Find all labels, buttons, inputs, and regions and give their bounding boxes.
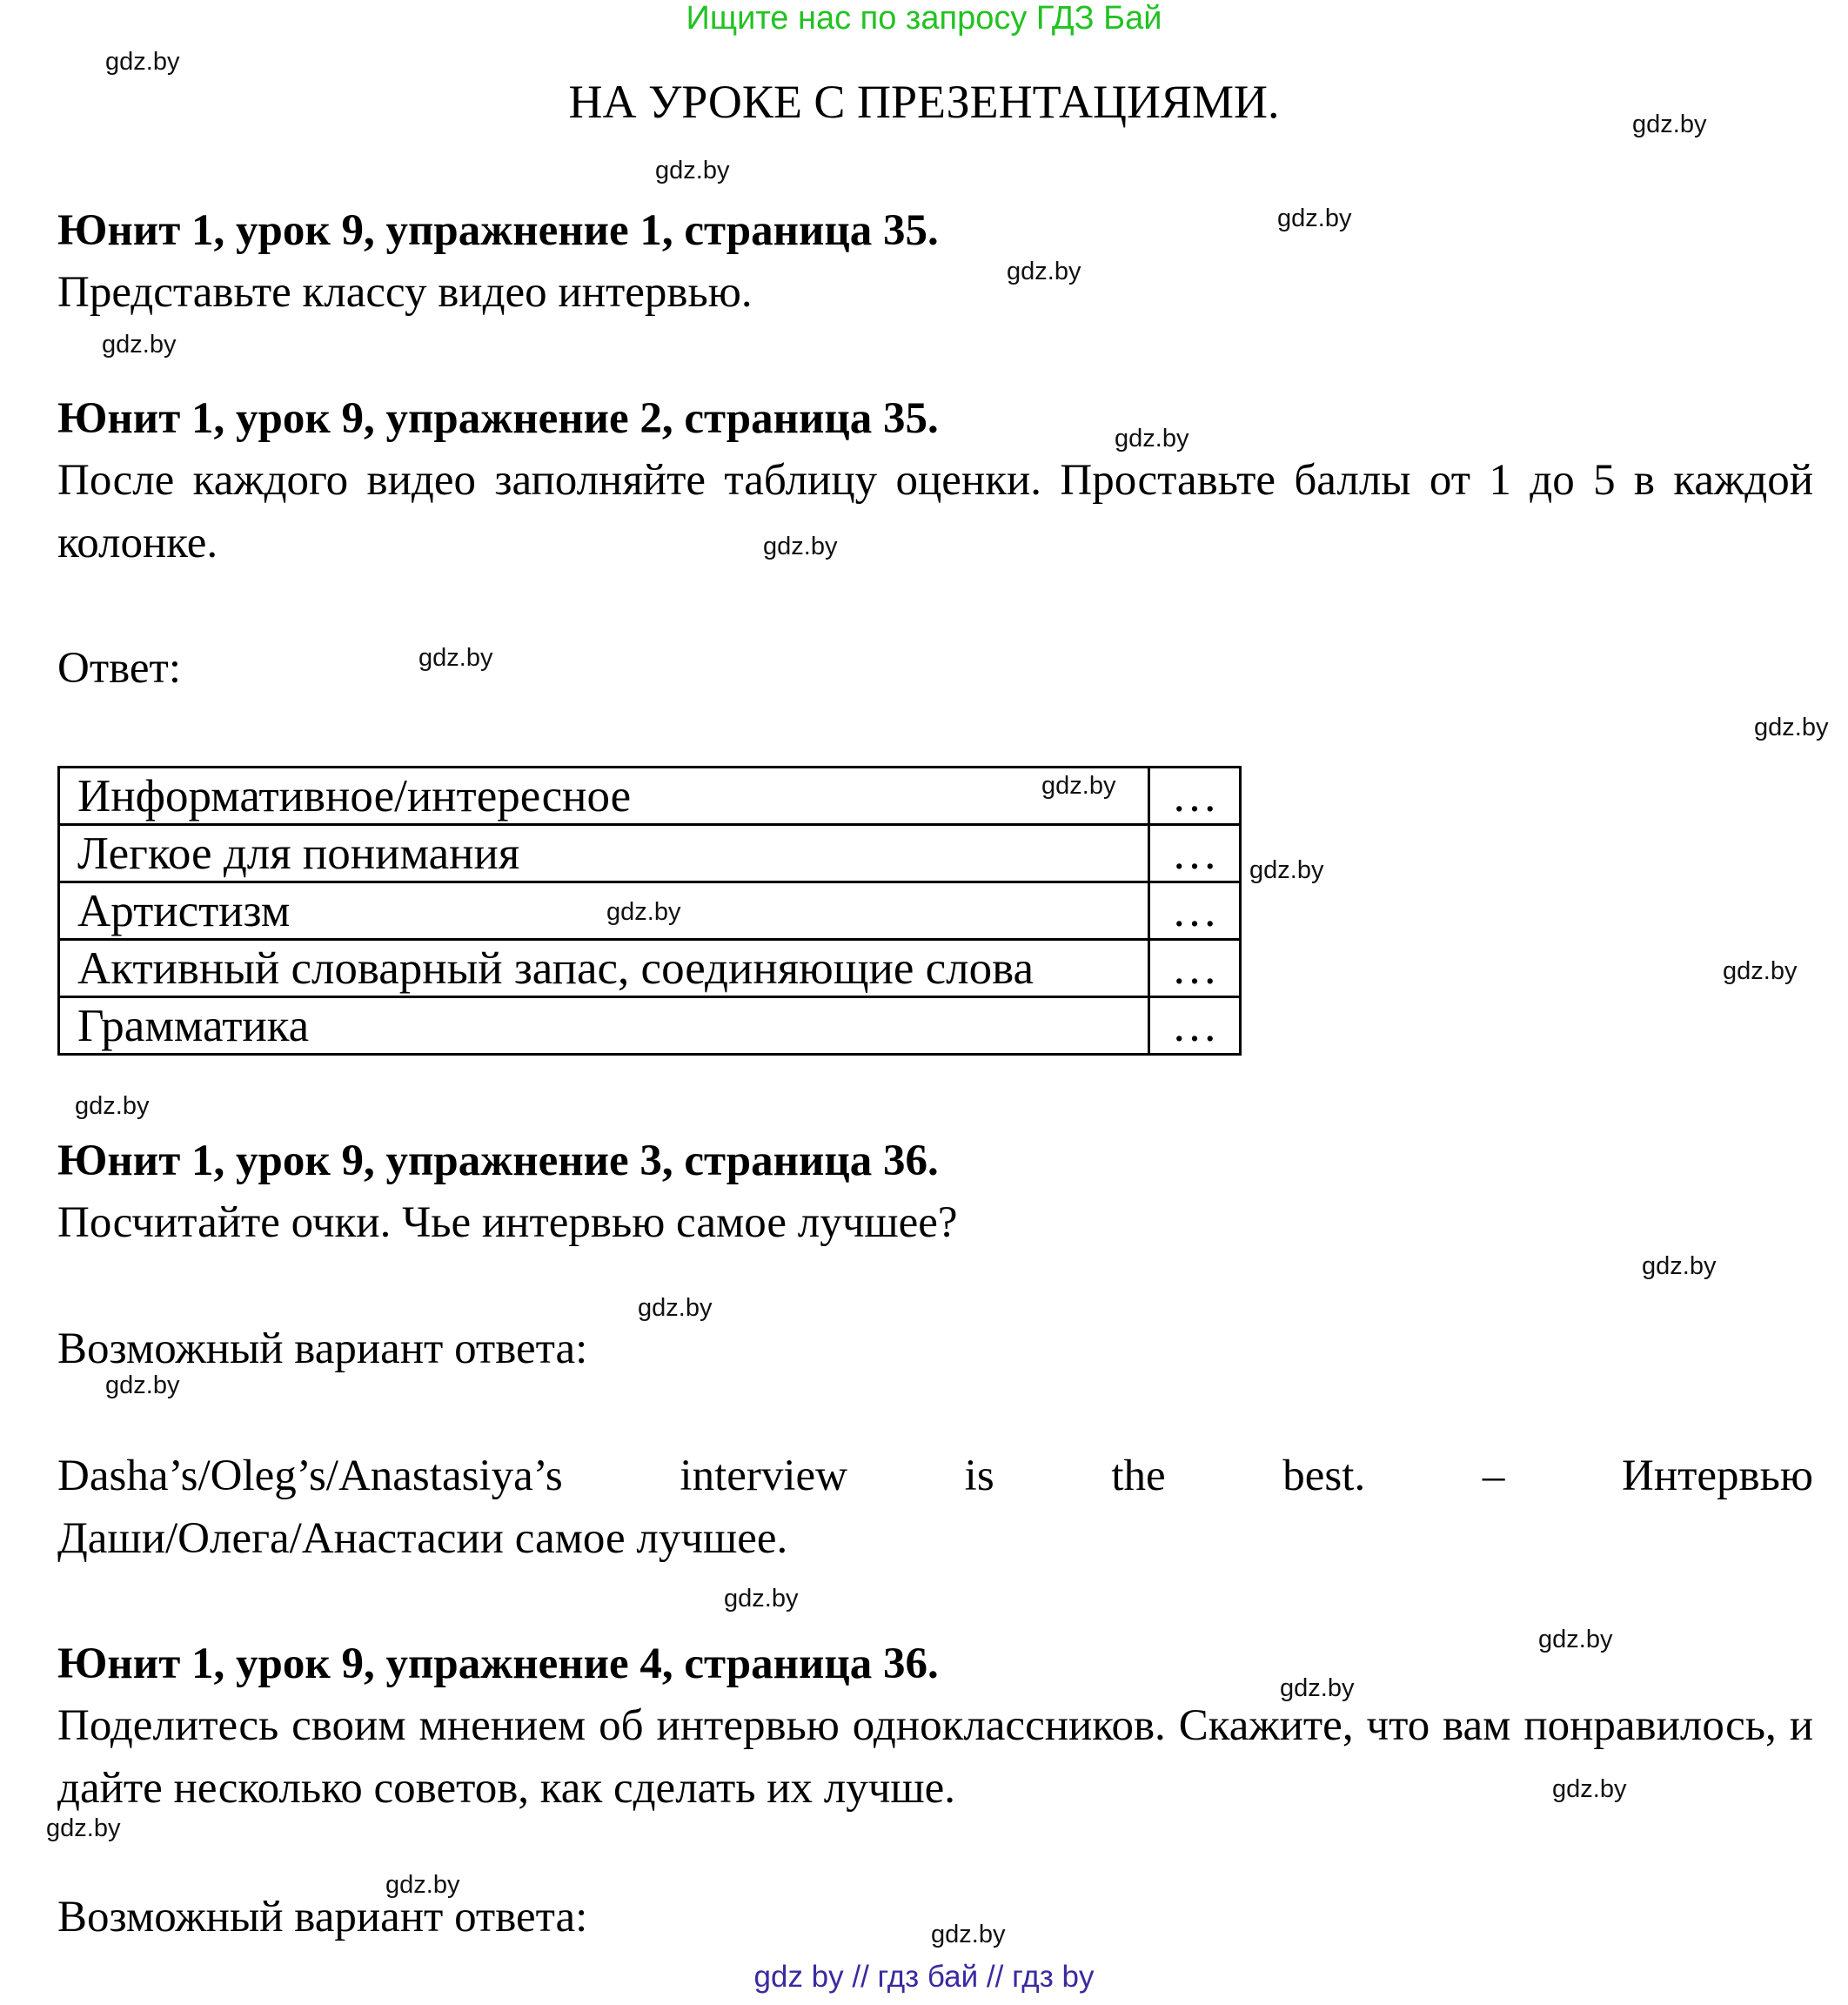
watermark: gdz.by bbox=[1632, 111, 1707, 138]
criterion-cell: Грамматика bbox=[59, 997, 1149, 1055]
table-row bbox=[59, 997, 1241, 1055]
exercise-3-heading: Юнит 1, урок 9, упражнение 3, страница 36. bbox=[57, 1137, 939, 1185]
watermark: gdz.by bbox=[1277, 205, 1352, 232]
watermark: gdz.by bbox=[638, 1294, 713, 1322]
exercise-3-answer-label: Возможный вариант ответа: bbox=[57, 1324, 588, 1373]
table-row bbox=[59, 940, 1241, 997]
watermark: gdz.by bbox=[1115, 425, 1189, 453]
score-cell: … bbox=[1149, 940, 1241, 997]
exercise-4-task: Поделитесь своим мнением об интервью одноклассников. Скажите, что вам понравилось, и дайте несколько советов, как сделать их лучше. bbox=[57, 1701, 1813, 1813]
watermark: gdz.by bbox=[724, 1585, 799, 1613]
watermark: gdz.by bbox=[105, 1371, 180, 1399]
watermark: gdz.by bbox=[1754, 714, 1829, 741]
watermark: gdz.by bbox=[763, 533, 838, 560]
watermark: gdz.by bbox=[1552, 1775, 1627, 1803]
exercise-1-task: Представьте классу видео интервью. bbox=[57, 268, 753, 317]
exercise-2-task: После каждого видео заполняйте таблицу оценки. Проставьте баллы от 1 до 5 в каждой колонке. bbox=[57, 456, 1813, 567]
watermark: gdz.by bbox=[75, 1092, 150, 1120]
exercise-2-answer-label: Ответ: bbox=[57, 644, 181, 693]
exercise-3-answer-line-2: Даши/Олега/Анастасии самое лучшее. bbox=[57, 1514, 788, 1563]
criterion-cell: Артистизм bbox=[59, 882, 1149, 940]
score-cell: … bbox=[1149, 997, 1241, 1055]
exercise-1-heading: Юнит 1, урок 9, упражнение 1, страница 35. bbox=[57, 206, 939, 255]
score-cell: … bbox=[1149, 882, 1241, 940]
watermark: gdz.by bbox=[655, 157, 730, 184]
watermark: gdz.by bbox=[931, 1921, 1006, 1948]
exercise-3-task: Посчитайте очки. Чье интервью самое лучшее? bbox=[57, 1198, 958, 1247]
exercise-4-answer-label: Возможный вариант ответа: bbox=[57, 1893, 588, 1941]
watermark: gdz.by bbox=[1538, 1626, 1613, 1653]
score-cell: … bbox=[1149, 825, 1241, 882]
bottom-links[interactable]: gdz by // гдз бай // гдз by bbox=[753, 1960, 1095, 1994]
table-row bbox=[59, 825, 1241, 882]
exercise-2-heading: Юнит 1, урок 9, упражнение 2, страница 35. bbox=[57, 394, 939, 443]
page-title: НА УРОКЕ С ПРЕЗЕНТАЦИЯМИ. bbox=[568, 76, 1280, 128]
watermark: gdz.by bbox=[1723, 957, 1798, 985]
score-cell: … bbox=[1149, 768, 1241, 825]
criterion-cell: Легкое для понимания bbox=[59, 825, 1149, 882]
watermark: gdz.by bbox=[606, 898, 681, 926]
exercise-4-heading: Юнит 1, урок 9, упражнение 4, страница 36. bbox=[57, 1640, 939, 1688]
watermark: gdz.by bbox=[1642, 1252, 1717, 1280]
watermark: gdz.by bbox=[46, 1814, 121, 1842]
criterion-cell: Активный словарный запас, соединяющие слова bbox=[59, 940, 1149, 997]
watermark: gdz.by bbox=[1280, 1674, 1355, 1702]
watermark: gdz.by bbox=[385, 1871, 460, 1899]
exercise-3-answer-line-1: Dasha’s/Oleg’s/Anastasiya’s interview is the best. – Интервью bbox=[57, 1452, 1813, 1500]
criterion-cell: Информативное/интересное bbox=[59, 768, 1149, 825]
watermark: gdz.by bbox=[1007, 258, 1081, 285]
watermark: gdz.by bbox=[1041, 772, 1116, 800]
watermark: gdz.by bbox=[418, 644, 493, 672]
watermark: gdz.by bbox=[105, 48, 180, 76]
watermark: gdz.by bbox=[102, 331, 177, 359]
watermark: gdz.by bbox=[1249, 856, 1324, 884]
top-banner[interactable]: Ищите нас по запросу ГДЗ Бай bbox=[686, 0, 1162, 37]
